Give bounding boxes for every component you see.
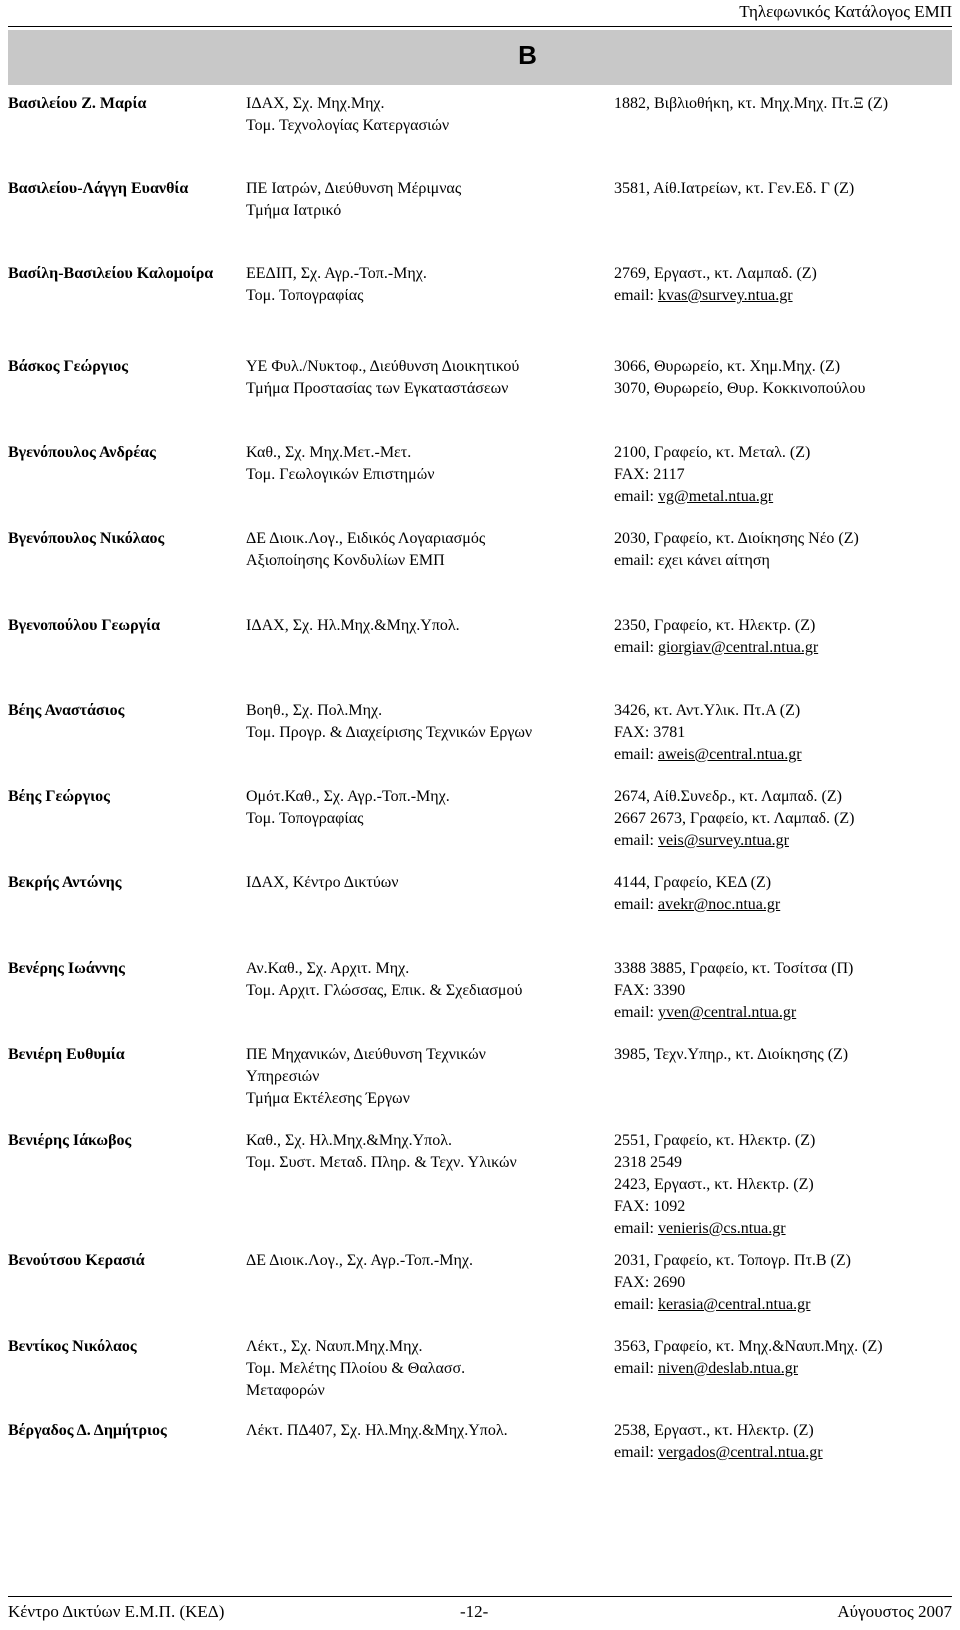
entry-contact [614,700,954,766]
department-line: Τμήμα Εκτέλεσης Έργων [246,1090,410,1107]
entry-contact [614,786,954,852]
email-prefix: email: [614,832,658,849]
entry-contact [614,1044,954,1066]
entry-department [246,1420,616,1442]
entry-name: Βέης Αναστάσιος [8,702,125,719]
entry-contact [614,1130,954,1240]
entry-contact [614,615,954,659]
contact-line: 2769, Εργαστ., κτ. Λαμπαδ. (Ζ) [614,265,817,282]
entry-contact [614,93,954,115]
contact-line: 3581, Αίθ.Ιατρείων, κτ. Γεν.Εδ. Γ (Ζ) [614,180,855,197]
email-line [614,894,954,916]
entry-name: Βενιέρης Ιάκωβος [8,1132,132,1149]
department-line: Μεταφορών [246,1382,325,1399]
entry-contact [614,958,954,1024]
entry-contact [614,263,954,307]
department-line: Τομ. Μελέτης Πλοίου & Θαλασσ. [246,1360,466,1377]
email-link[interactable]: kvas@survey.ntua.gr [657,287,793,304]
email-prefix: email: [614,287,658,304]
email-line [614,744,954,766]
department-line: Τομ. Γεωλογικών Επιστημών [246,466,435,483]
contact-line: 2538, Εργαστ., κτ. Ηλεκτρ. (Ζ) [614,1422,814,1439]
entry-name: Βεντίκος Νικόλαος [8,1338,137,1355]
department-line: Υπηρεσιών [246,1068,320,1085]
entry-contact [614,442,954,508]
email-line [614,486,954,508]
entry-department [246,872,616,894]
footer-rule [8,1596,952,1597]
email-line [614,830,954,852]
email-prefix: email: [614,1360,658,1377]
email-link[interactable]: vg@metal.ntua.gr [657,488,774,505]
entry-name: Βέης Γεώργιος [8,788,110,805]
contact-line: email: εχει κάνει αίτηση [614,552,770,569]
contact-line: 3388 3885, Γραφείο, κτ. Τοσίτσα (Π) [614,960,854,977]
email-prefix: email: [614,746,658,763]
department-line: ΥΕ Φυλ./Νυκτοφ., Διεύθυνση Διοικητικού [246,358,520,375]
department-line: Τμήμα Ιατρικό [246,202,342,219]
entry-department [246,1130,616,1174]
footer-date: Αύγουστος 2007 [837,1602,952,1621]
entry-contact [614,356,954,400]
department-line: Τομ. Αρχιτ. Γλώσσας, Επικ. & Σχεδιασμού [246,982,523,999]
department-line: Βοηθ., Σχ. Πολ.Μηχ. [246,702,383,719]
entry-contact [614,178,954,200]
contact-line: 2667 2673, Γραφείο, κτ. Λαμπαδ. (Ζ) [614,810,855,827]
department-line: Αν.Καθ., Σχ. Αρχιτ. Μηχ. [246,960,410,977]
email-line [614,285,954,307]
contact-line: 2100, Γραφείο, κτ. Μεταλ. (Ζ) [614,444,811,461]
contact-line: 2318 2549 [614,1154,682,1171]
entry-department [246,528,616,572]
email-prefix: email: [614,1296,658,1313]
entry-department [246,178,616,222]
contact-line: 3563, Γραφείο, κτ. Μηχ.&Ναυπ.Μηχ. (Ζ) [614,1338,883,1355]
email-line [614,1294,954,1316]
contact-line: 3426, κτ. Αντ.Υλικ. Πτ.Α (Ζ) [614,702,801,719]
department-line: Ομότ.Καθ., Σχ. Αγρ.-Τοπ.-Μηχ. [246,788,450,805]
entry-name: Βενιέρη Ευθυμία [8,1046,125,1063]
department-line: Λέκτ., Σχ. Ναυπ.Μηχ.Μηχ. [246,1338,423,1355]
contact-line: 3070, Θυρωρείο, Θυρ. Κοκκινοπούλου [614,380,866,397]
department-line: Καθ., Σχ. Ηλ.Μηχ.&Μηχ.Υπολ. [246,1132,452,1149]
contact-line: FAX: 2117 [614,466,685,483]
department-line: ΕΕΔΙΠ, Σχ. Αγρ.-Τοπ.-Μηχ. [246,265,427,282]
email-prefix: email: [614,1220,658,1237]
contact-line: 2031, Γραφείο, κτ. Τοπογρ. Πτ.Β (Ζ) [614,1252,851,1269]
section-letter: Β [518,40,537,70]
email-link[interactable]: vergados@central.ntua.gr [657,1444,823,1461]
contact-line: 2350, Γραφείο, κτ. Ηλεκτρ. (Ζ) [614,617,816,634]
email-prefix: email: [614,1004,658,1021]
contact-line: FAX: 3390 [614,982,686,999]
department-line: Τομ. Προγρ. & Διαχείρισης Τεχνικών Εργων [246,724,533,741]
department-line: Τομ. Συστ. Μεταδ. Πληρ. & Τεχν. Υλικών [246,1154,517,1171]
email-link[interactable]: aweis@central.ntua.gr [657,746,802,763]
email-link[interactable]: veis@survey.ntua.gr [657,832,789,849]
page-header-title: Τηλεφωνικός Κατάλογος ΕΜΠ [739,2,952,21]
entry-department [246,958,616,1002]
page-number: -12- [460,1602,489,1621]
entry-department [246,1044,616,1110]
department-line: Τμήμα Προστασίας των Εγκαταστάσεων [246,380,509,397]
department-line: Λέκτ. ΠΔ407, Σχ. Ηλ.Μηχ.&Μηχ.Υπολ. [246,1422,508,1439]
entry-name: Βασιλείου Ζ. Μαρία [8,95,147,112]
contact-line: 2674, Αίθ.Συνεδρ., κτ. Λαμπαδ. (Ζ) [614,788,842,805]
department-line: ΙΔΑΧ, Κέντρο Δικτύων [246,874,399,891]
email-line [614,637,954,659]
department-line: ΔΕ Διοικ.Λογ., Σχ. Αγρ.-Τοπ.-Μηχ. [246,1252,473,1269]
email-link[interactable]: kerasia@central.ntua.gr [657,1296,811,1313]
entry-department [246,1336,616,1402]
entry-name: Βάσκος Γεώργιος [8,358,128,375]
email-link[interactable]: niven@deslab.ntua.gr [657,1360,799,1377]
email-prefix: email: [614,639,658,656]
entry-department [246,442,616,486]
email-line [614,1002,954,1024]
email-link[interactable]: yven@central.ntua.gr [657,1004,797,1021]
entry-department [246,700,616,744]
email-link[interactable]: avekr@noc.ntua.gr [657,896,781,913]
entry-name: Βέργαδος Δ. Δημήτριος [8,1422,167,1439]
entry-department [246,1250,616,1272]
entry-department [246,786,616,830]
entry-department [246,263,616,307]
contact-line: 2551, Γραφείο, κτ. Ηλεκτρ. (Ζ) [614,1132,816,1149]
entry-contact [614,1336,954,1380]
header-rule [8,26,952,27]
entry-contact [614,872,954,916]
entry-name: Βασίλη-Βασιλείου Καλομοίρα [8,265,214,282]
entry-name: Βεκρής Αντώνης [8,874,122,891]
email-prefix: email: [614,488,658,505]
entry-contact [614,1420,954,1464]
email-line [614,1358,954,1380]
department-line: Τομ. Τοπογραφίας [246,810,364,827]
department-line: Αξιοποίησης Κονδυλίων ΕΜΠ [246,552,445,569]
department-line: ΠΕ Ιατρών, Διεύθυνση Μέριμνας [246,180,462,197]
contact-line: 3066, Θυρωρείο, κτ. Χημ.Μηχ. (Ζ) [614,358,841,375]
footer-left: Κέντρο Δικτύων Ε.Μ.Π. (ΚΕΔ) [8,1602,225,1621]
email-line [614,1218,954,1240]
contact-line: 3985, Τεχν.Υπηρ., κτ. Διοίκησης (Ζ) [614,1046,849,1063]
entry-name: Βγενόπουλος Ανδρέας [8,444,156,461]
contact-line: FAX: 1092 [614,1198,686,1215]
email-link[interactable]: venieris@cs.ntua.gr [657,1220,786,1237]
contact-line: FAX: 3781 [614,724,686,741]
entry-name: Βασιλείου-Λάγγη Ευανθία [8,180,189,197]
department-line: Τομ. Τοπογραφίας [246,287,364,304]
department-line: ΙΔΑΧ, Σχ. Μηχ.Μηχ. [246,95,385,112]
email-link[interactable]: giorgiav@central.ntua.gr [657,639,819,656]
entry-contact [614,528,954,572]
entry-contact [614,1250,954,1316]
email-prefix: email: [614,1444,658,1461]
department-line: Καθ., Σχ. Μηχ.Μετ.-Μετ. [246,444,412,461]
department-line: ΔΕ Διοικ.Λογ., Ειδικός Λογαριασμός [246,530,486,547]
department-line: ΙΔΑΧ, Σχ. Ηλ.Μηχ.&Μηχ.Υπολ. [246,617,460,634]
entry-name: Βενέρης Ιωάννης [8,960,125,977]
department-line: Τομ. Τεχνολογίας Κατεργασιών [246,117,450,134]
email-line [614,1442,954,1464]
entry-name: Βγενόπουλος Νικόλαος [8,530,165,547]
entry-name: Βγενοπούλου Γεωργία [8,617,161,634]
contact-line: 2030, Γραφείο, κτ. Διοίκησης Νέο (Ζ) [614,530,859,547]
contact-line: 4144, Γραφείο, ΚΕΔ (Ζ) [614,874,772,891]
contact-line: 1882, Βιβλιοθήκη, κτ. Μηχ.Μηχ. Πτ.Ξ (Ζ) [614,95,889,112]
entry-department [246,93,616,137]
contact-line: FAX: 2690 [614,1274,686,1291]
department-line: ΠΕ Μηχανικών, Διεύθυνση Τεχνικών [246,1046,486,1063]
entry-department [246,356,616,400]
entry-name: Βενούτσου Κερασιά [8,1252,145,1269]
email-prefix: email: [614,896,658,913]
contact-line: 2423, Εργαστ., κτ. Ηλεκτρ. (Ζ) [614,1176,814,1193]
entry-department [246,615,616,637]
